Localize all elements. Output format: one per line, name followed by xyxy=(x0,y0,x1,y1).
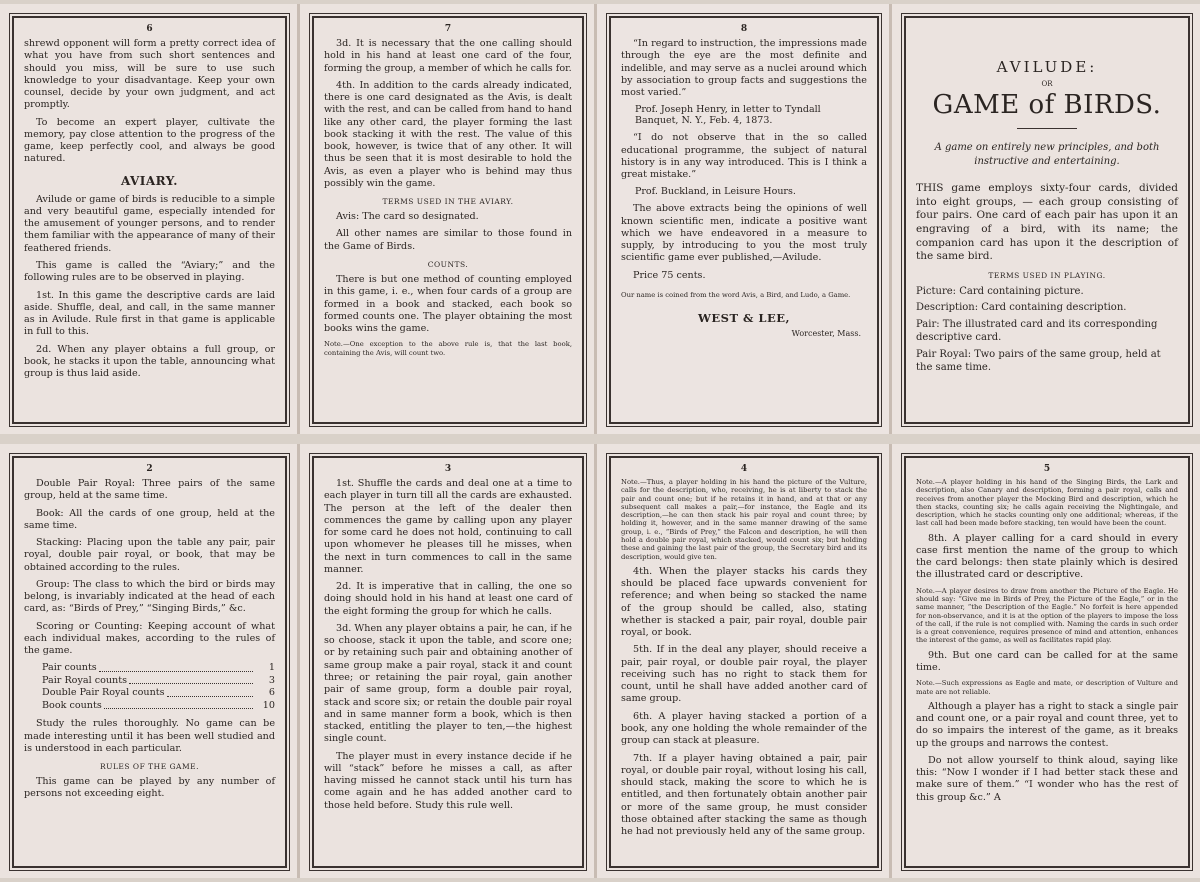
rule-paragraph: 8th. A player calling for a card should in every case first mention the name of the group to which the card belongs: then state plainly which is desired the illustrated card or descriptive. xyxy=(916,532,1178,581)
publisher-city: Worcester, Mass. xyxy=(791,329,861,338)
paragraph: Do not allow yourself to think aloud, saying like this: “Now I wonder if I had better stack these and make sure of them.” “I wonder who has the rest of this group &c.” A xyxy=(916,754,1178,803)
page-8-panel xyxy=(597,4,892,434)
term-definition: Description: Card containing description. xyxy=(916,302,1127,314)
page-5-panel xyxy=(892,444,1200,878)
footnote: Our name is coined from the word Avis, a Bird, and Ludo, a Game. xyxy=(621,290,851,299)
bottom-row xyxy=(0,444,1200,878)
footnote: Note.—A player desires to draw from another the Picture of the Eagle. He should say: “Give me in Birds of Prey, the Picture of the Eagle,” or in the same manner, “the Description of the Eagle.” No forfeit is here appended for non-observance, and it is at the option of the players to impose the loss of the call, if the rule is not complied with. Naming the cards in such order is a great convenience, requires presence of mind and attention, enhances the interest of the game, as well as facilitates rapid play. xyxy=(916,586,1178,645)
price: Price 75 cents. xyxy=(633,269,706,281)
page-number: 8 xyxy=(740,24,748,34)
page-2-panel xyxy=(0,444,300,878)
rule-paragraph: 4th. When the player stacks his cards they should be placed face upwards convenient for reference; and when being so stacked the name of the group should be called, also, stating whether is stacked a pair, pair royal, double pair royal, or book. xyxy=(621,565,867,639)
term-definition: Stacking: Placing upon the table any pair, pair royal, double pair royal, or book, that may be obtained according to the rules. xyxy=(24,537,275,573)
rule-paragraph: 7th. If a player having obtained a pair, pair royal, or double pair royal, without losing his call, should stack, making the score to which he is entitled, and then fortunately obtain another pair or more of the same group, he must consider those obtained after stacking the same as though he had not previously held any of the same group. xyxy=(621,752,867,838)
page-number: 2 xyxy=(146,464,153,474)
rule-paragraph: 3d. It is necessary that the one calling should hold in his hand at least one card of the four, forming the group, a member of which he calls for. xyxy=(324,38,572,74)
rule-paragraph: 4th. In addition to the cards already indicated, there is one card designated as the Avis, is dealt with the rest, and can be called from hand to hand like any other card, the player forming the last book stacking it with the rest. The value of this book, however, is twice that of any other. It will thus be seen that it is most desirable to hold the Avis, as even a player who is behind may thus possibly win the game. xyxy=(324,79,572,189)
paragraph: This game can be played by any number of persons not exceeding eight. xyxy=(24,776,275,800)
rule-paragraph: 5th. If in the deal any player, should receive a pair, pair royal, or double pair royal, the player receiving such has no right to stack them for count, until he shall have added another card of same group. xyxy=(621,644,867,705)
footnote: Note.—A player holding in his hand of the Singing Birds, the Lark and description, also Canary and description, forming a pair royal, calls and receives from another player the Mocking Bird and description, which he then stacks, counting six; he calls again receiving the Nightingale, and description, which he stacks counting only one additional; whereas, if the last call had been made before stacking, ten would have been the count. xyxy=(916,478,1178,528)
top-row xyxy=(0,4,1200,434)
page-number: 7 xyxy=(444,24,452,34)
term-definition: Double Pair Royal: Three pairs of the same group, held at the same time. xyxy=(24,478,275,502)
page-number: 3 xyxy=(444,464,452,474)
count-list xyxy=(42,662,275,712)
footnote: Note.—Such expressions as Eagle and mate, or description of Vulture and mate are not reliable. xyxy=(916,679,1178,696)
paragraph: This game is called the “Aviary;” and the following rules are to be observed in playing. xyxy=(24,259,275,284)
page-8-frame xyxy=(609,16,879,424)
page-6-frame xyxy=(12,16,287,424)
count-row: Pair counts 1 xyxy=(42,662,275,674)
page-number: 5 xyxy=(1043,464,1051,474)
footnote: Note.—One exception to the above rule is, that the last book, containing the Avis, will count two. xyxy=(324,340,572,357)
subheading: TERMS USED IN PLAYING. xyxy=(988,270,1106,280)
paragraph: Study the rules thoroughly. No game can be made interesting until it has been well studied and is understood in each particular. xyxy=(24,718,275,754)
subheading: TERMS USED IN THE AVIARY. xyxy=(382,197,514,207)
count-row: Double Pair Royal counts 6 xyxy=(42,687,275,699)
page-7-frame xyxy=(312,16,584,424)
paragraph: To become an expert player, cultivate the memory, pay close attention to the progress of the game, keep perfectly cool, and always be good natured. xyxy=(24,116,275,165)
divider xyxy=(1017,128,1077,129)
paragraph: The player must in every instance decide if he will “stack” before he misses a call, as after having missed he cannot stack until his turn has come again and he has added another card to those held before. Study this rule well. xyxy=(324,750,572,811)
count-row: Book counts 10 xyxy=(42,699,275,711)
paragraph: Avilude or game of birds is reducible to a simple and very beautiful game, especially intended for the amusement of younger persons, and to render them familiar with the appearance of many of their feathered friends. xyxy=(24,193,275,254)
page-4-panel xyxy=(597,444,892,878)
rule-paragraph: 2d. It is imperative that in calling, the one so doing should hold in his hand at least one card of the eight forming the group for which he calls. xyxy=(324,581,572,617)
term-definition: Pair Royal: Two pairs of the same group, held at the same time. xyxy=(916,348,1161,374)
rule-paragraph: 3d. When any player obtains a pair, he can, if he so choose, stack it upon the table, and score one; or by retaining such pair and obtaining another of same group make a pair royal, stack it and count three; or retaining the pair royal, gain another pair of same group, form a double pair royal, stack and score six; or retain the double pair royal and in same manner form a book, which is then stacked, entitling the player to ten,—the highest single count. xyxy=(324,622,572,745)
paragraph: There is but one method of counting employed in this game, i. e., when four cards of a group are formed in a book and stacked, each book so formed counts one. The player obtaining the most books wins the game. xyxy=(324,273,572,335)
rule-paragraph: 9th. But one card can be called for at the same time. xyxy=(916,649,1178,673)
paragraph: Although a player has a right to stack a single pair and count one, or a pair royal and count three, yet to do so impairs the interest of the game, as it breaks up the groups and narrows the contest. xyxy=(916,700,1178,749)
page-7-panel xyxy=(300,4,597,434)
title-or: OR xyxy=(1041,80,1053,88)
rule-paragraph: 1st. Shuffle the cards and deal one at a time to each player in turn till all the cards are exhausted. The person at the left of the dealer then commences the game by calling upon any player for some card he does not hold, continuing to call upon whomever he pleases till he misses, when the next in turn commences to call in the same manner. xyxy=(324,478,572,575)
term-definition: Scoring or Counting: Keeping account of what each individual makes, according to the rules of the game. xyxy=(24,620,275,657)
title-game-of-birds: GAME of BIRDS. xyxy=(932,90,1162,120)
publisher-name: WEST & LEE, xyxy=(697,311,791,325)
attribution: Prof. Joseph Henry, in letter to Tyndall Banquet, N. Y., Feb. 4, 1873. xyxy=(635,104,821,127)
term-definition: Picture: Card containing picture. xyxy=(916,285,1084,297)
term-definition: Pair: The illustrated card and its corresponding descriptive card. xyxy=(916,318,1158,344)
footnote: Note.—Thus, a player holding in his hand the picture of the Vulture, calls for the description, who, receiving, he is at liberty to stack the pair and count one; but if he retains it in hand, and at that or any subsequent call makes a pair,—for instance, the Eagle and its description,—he can then stack his pair royal and count three; by holding it, however, and in the same manner drawing of the same group, i. e., “Birds of Prey,” the Falcon and description, he will then hold a double pair royal, which stacked, would count six; but holding these and gaining the last pair of the group, the Secretary bird and its description, would give ten. xyxy=(621,478,867,561)
title-avilude: AVILUDE: xyxy=(996,58,1098,76)
paragraph: The above extracts being the opinions of well known scientific men, indicate a positive want which we have endeavored in a measure to supply, by introducing to you the most truly scientific game ever published,—Avilude. xyxy=(621,203,867,264)
rule-paragraph: 1st. In this game the descriptive cards are laid aside. Shuffle, deal, and call, in the same manner as in Avilude. Rule first in that game is applicable in full to this. xyxy=(24,289,275,338)
page-6-panel xyxy=(0,4,300,434)
term-definition: Avis: The card so designated. xyxy=(336,211,479,223)
attribution: Prof. Buckland, in Leisure Hours. xyxy=(635,186,796,198)
page-5-frame xyxy=(904,456,1190,868)
section-heading: AVIARY. xyxy=(121,173,178,188)
page-3-frame xyxy=(312,456,584,868)
subheading: RULES OF THE GAME. xyxy=(99,762,200,772)
page-number: 6 xyxy=(146,24,153,34)
tagline: A game on entirely new principles, and both instructive and entertaining. xyxy=(934,142,1160,167)
rule-paragraph: 6th. A player having stacked a portion of a book, any one holding the whole remainder of the group can stack at pleasure. xyxy=(621,710,867,747)
paragraph: All other names are similar to those found in the Game of Birds. xyxy=(324,228,572,252)
title-panel xyxy=(892,4,1200,434)
term-definition: Group: The class to which the bird or birds may belong, is invariably indicated at the head of each card, as: “Birds of Prey,” “Singing Birds,” &c. xyxy=(24,578,275,615)
page-2-frame xyxy=(12,456,287,868)
quotation: “In regard to instruction, the impressions made through the eye are the most definite and indelible, and may serve as a nuclei around which by association to group facts and suggestions the most varied.” xyxy=(621,38,867,99)
page-4-frame xyxy=(609,456,879,868)
count-row: Pair Royal counts 3 xyxy=(42,674,275,686)
subheading: COUNTS. xyxy=(427,259,469,269)
title-frame xyxy=(904,16,1190,424)
paragraph: shrewd opponent will form a pretty correct idea of what you have from such short sentences and should you miss, will be sure to use such knowledge to your disadvantage. Keep your own counsel, decide by your own judgment, and act promptly. xyxy=(24,38,275,111)
rule-paragraph: 2d. When any player obtains a full group, or book, he stacks it upon the table, announcing what group is thus laid aside. xyxy=(24,343,275,380)
page-3-panel xyxy=(300,444,597,878)
page-number: 4 xyxy=(740,464,748,474)
quotation: “I do not observe that in the so called educational programme, the subject of natural history is in any way introduced. This is I think a great mistake.” xyxy=(621,132,867,181)
term-definition: Book: All the cards of one group, held at the same time. xyxy=(24,507,275,531)
paragraph: THIS game employs sixty-four cards, divided into eight groups, — each group consisting of four pairs. One card of each pair has upon it an engraving of a bird, with its name; the companion card has upon it the description of the same bird. xyxy=(916,182,1178,263)
